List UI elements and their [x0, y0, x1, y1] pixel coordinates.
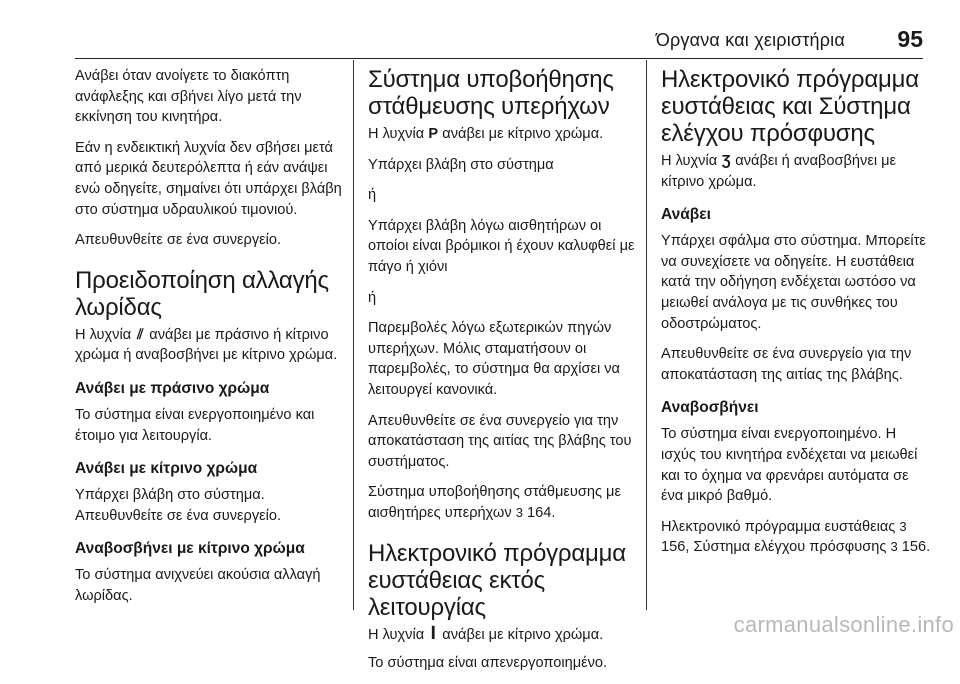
paragraph: [368, 482, 638, 523]
text-span: Σύστημα υποβοήθησης στάθμευσης με αισθητήρες υπερήχων: [368, 484, 621, 521]
subheading-blink: Αναβοσβήνει με κίτρινο χρώμα: [75, 540, 305, 558]
paragraph: Εάν η ενδεικτική λυχνία δεν σβήσει μετά από μερικά δευτερόλεπτα ή εάν ανάψει ενώ οδηγείτε, σημαίνει ότι υπάρχει βλάβη στο σύστημα υδραυλικού τιμονιού.: [75, 139, 342, 218]
page-number: 95: [897, 26, 923, 52]
paragraph: Υπάρχει βλάβη στο σύστημα: [368, 156, 554, 173]
parking-assist-icon: P: [428, 126, 439, 142]
paragraph: Το σύστημα ανιχνεύει ακούσια αλλαγή λωρίδας.: [75, 567, 321, 604]
page-header: [75, 28, 923, 59]
esc-icon: Ʒ: [721, 153, 731, 169]
paragraph: Το σύστημα είναι ενεργοποιημένο. Η ισχύς του κινητήρα ενδέχεται να μειωθεί και το όχημα να φρενάρει αυτόματα σε ένα μικρό βαθμό.: [661, 426, 918, 505]
column-divider-2: [646, 60, 647, 610]
text-span: ανάβει ή αναβοσβήνει με κίτρινο χρώμα.: [661, 153, 897, 190]
watermark: carmanualsonline.info: [733, 612, 954, 637]
column-1: [75, 66, 345, 617]
header-title: Όργανα και χειριστήρια: [655, 30, 845, 50]
page-ref[interactable]: 156, Σύστημα ελέγχου πρόσφυσης: [661, 539, 887, 556]
paragraph: Το σύστημα είναι απενεργοποιημένο.: [368, 655, 608, 672]
subheading-flash: Αναβοσβήνει: [661, 399, 759, 417]
paragraph: Παρεμβολές λόγω εξωτερικών πηγών υπερήχων. Μόλις σταματήσουν οι παρεμβολές, το σύστημα θα αρχίσει να λειτουργεί κανονικά.: [368, 320, 620, 398]
subheading-yellow: Ανάβει με κίτρινο χρώμα: [75, 460, 258, 478]
paragraph: [661, 517, 931, 558]
paragraph: Το σύστημα είναι ενεργοποιημένο και έτοιμο για λειτουργία.: [75, 406, 315, 444]
text-span: ανάβει με πράσινο ή κίτρινο χρώμα ή αναβοσβήνει με κίτρινο χρώμα.: [75, 326, 338, 364]
page-ref-arrow-icon: 3: [899, 518, 907, 534]
page-ref-arrow-icon: 3: [890, 539, 898, 555]
subheading-lit: Ανάβει: [661, 206, 711, 224]
paragraph: ή: [368, 187, 377, 204]
paragraph: Υπάρχει σφάλμα στο σύστημα. Μπορείτε να συνεχίσετε να οδηγείτε. Η ευστάθεια κατά την οδήγηση ενδέχεται ωστόσο να μειωθεί ανάλογα με τις συνθήκες του οδοστρώματος.: [661, 233, 926, 332]
text-span: Ηλεκτρονικό πρόγραμμα ευστάθειας: [661, 518, 896, 535]
page-ref-arrow-icon: 3: [515, 504, 523, 520]
section-heading-lane-warning: Προειδοποίηση αλλαγής λωρίδας: [75, 266, 329, 321]
esc-off-icon: ꟾ: [430, 626, 436, 643]
text-span: ανάβει με κίτρινο χρώμα.: [442, 126, 604, 142]
paragraph: Υπάρχει βλάβη στο σύστημα. Απευθυνθείτε σε ένα συνεργείο.: [75, 487, 282, 524]
column-2: [368, 66, 638, 684]
text-span: Η λυχνία: [368, 626, 425, 643]
column-3: [661, 66, 931, 568]
section-heading-parking: Σύστημα υποβοήθησης στάθμευσης υπερήχων: [368, 66, 614, 120]
paragraph: ή: [368, 289, 377, 306]
section-heading-esc: Ηλεκτρονικό πρόγραμμα ευστάθειας και Σύστημα ελέγχου πρόσφυσης: [661, 66, 919, 147]
lane-departure-icon: ⫽: [136, 326, 144, 343]
page-ref[interactable]: 164.: [527, 504, 556, 521]
paragraph: [661, 151, 931, 192]
text-span: Η λυχνία: [368, 126, 425, 142]
paragraph: [75, 325, 345, 366]
paragraph: Απευθυνθείτε σε ένα συνεργείο για την αποκατάσταση της αιτίας της βλάβης του συστήματος.: [368, 412, 632, 470]
paragraph: Απευθυνθείτε σε ένα συνεργείο.: [75, 232, 282, 249]
paragraph: Υπάρχει βλάβη λόγω αισθητήρων οι οποίοι είναι βρόμικοι ή έχουν καλυφθεί με πάγο ή χιόνι: [368, 217, 635, 275]
paragraph: Απευθυνθείτε σε ένα συνεργείο για την αποκατάσταση της αιτίας της βλάβης.: [661, 346, 912, 383]
section-heading-esc-off: Ηλεκτρονικό πρόγραμμα ευστάθειας εκτός λειτουργίας: [368, 539, 626, 621]
paragraph: [368, 124, 638, 145]
column-divider-1: [353, 60, 354, 610]
subheading-green: Ανάβει με πράσινο χρώμα: [75, 379, 270, 397]
text-span: Η λυχνία: [75, 326, 132, 343]
text-span: Η λυχνία: [661, 153, 718, 169]
paragraph: Ανάβει όταν ανοίγετε το διακόπτη ανάφλεξης και σβήνει λίγο μετά την εκκίνηση του κινητήρα.: [75, 68, 302, 126]
paragraph: [368, 625, 638, 646]
page-ref[interactable]: 156.: [901, 539, 931, 556]
text-span: ανάβει με κίτρινο χρώμα.: [442, 626, 604, 643]
